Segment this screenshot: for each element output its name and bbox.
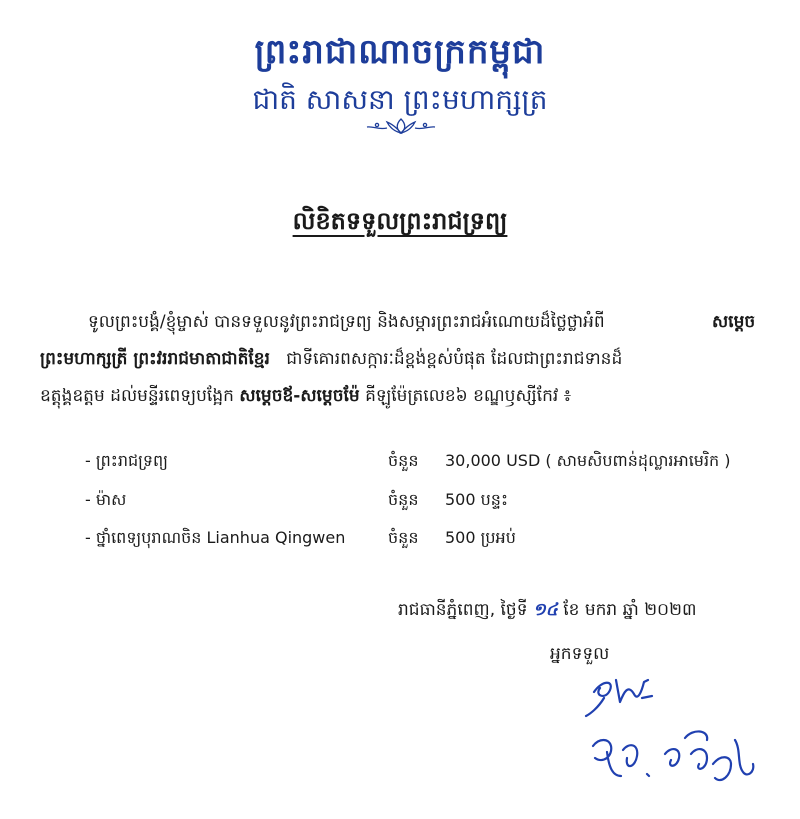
body-emphasis: សម្តេច [712, 312, 756, 332]
body-text: ជាទីគោរពសក្ការៈដ៏ខ្ពង់ខ្ពស់បំផុត ដែលជាព្រះរាជទានដ៏ [286, 349, 623, 369]
handwritten-signature-icon [580, 670, 680, 720]
item-qty-label: ចំនួន [388, 490, 419, 509]
receiver-label: អ្នកទទួល [550, 644, 610, 664]
national-motto: ជាតិ សាសនា ព្រះមហាក្សត្រ [252, 83, 548, 116]
item-label: - ព្រះរាជទ្រព្យ [85, 451, 168, 470]
item-qty-label: ចំនួន [388, 528, 419, 547]
body-text: ទូលព្រះបង្គំ/ខ្ញុំម្ចាស់ បានទទួលនូវព្រះរាជទ្រព្យ និងសម្ភារព្រះរាជអំណោយដ៏ថ្លៃថ្លាអំពី [88, 312, 605, 332]
hospital-name: សម្តេចឪ-សម្តេចម៉ែ [239, 386, 360, 406]
item-qty-label: ចំនួន [388, 451, 419, 470]
body-line-1 [88, 310, 605, 334]
item-value: 500 បន្ទះ [445, 490, 508, 509]
item-label: - ថ្នាំពេទ្យបុរាណចិន Lianhua Qingwen [85, 528, 346, 547]
lotus-ornament-icon [365, 116, 437, 136]
item-value: 30,000 USD ( សាមសិបពាន់ដុល្លារអាមេរិក ) [445, 451, 731, 470]
body-text: ឧត្តុង្គឧត្តម ដល់មន្ទីរពេទ្យបង្អែក [40, 386, 234, 406]
body-line-3 [40, 384, 571, 408]
date-suffix: ខែ មករា ឆ្នាំ ២០២៣ [563, 600, 697, 620]
item-label: - ម៉ាស [85, 490, 127, 509]
date-line [398, 598, 697, 622]
body-text: គីឡូម៉ែត្រលេខ៦ ខណ្ឌឫស្សីកែវ ៖ [365, 386, 572, 406]
date-day: ១៤ [532, 600, 558, 620]
handwritten-name-icon [585, 724, 765, 794]
document-title: លិខិតទទួលព្រះរាជទ្រព្យ [292, 207, 508, 235]
body-line-2 [40, 347, 622, 371]
item-value: 500 ប្រអប់ [445, 528, 516, 547]
kingdom-heading: ព្រះរាជាណាចក្រកម្ពុជា [254, 32, 546, 72]
queen-title: ព្រះមហាក្សត្រី ព្រះវររាជមាតាជាតិខ្មែរ [40, 349, 270, 369]
date-prefix: រាជធានីភ្នំពេញ, ថ្ងៃទី [398, 600, 528, 620]
